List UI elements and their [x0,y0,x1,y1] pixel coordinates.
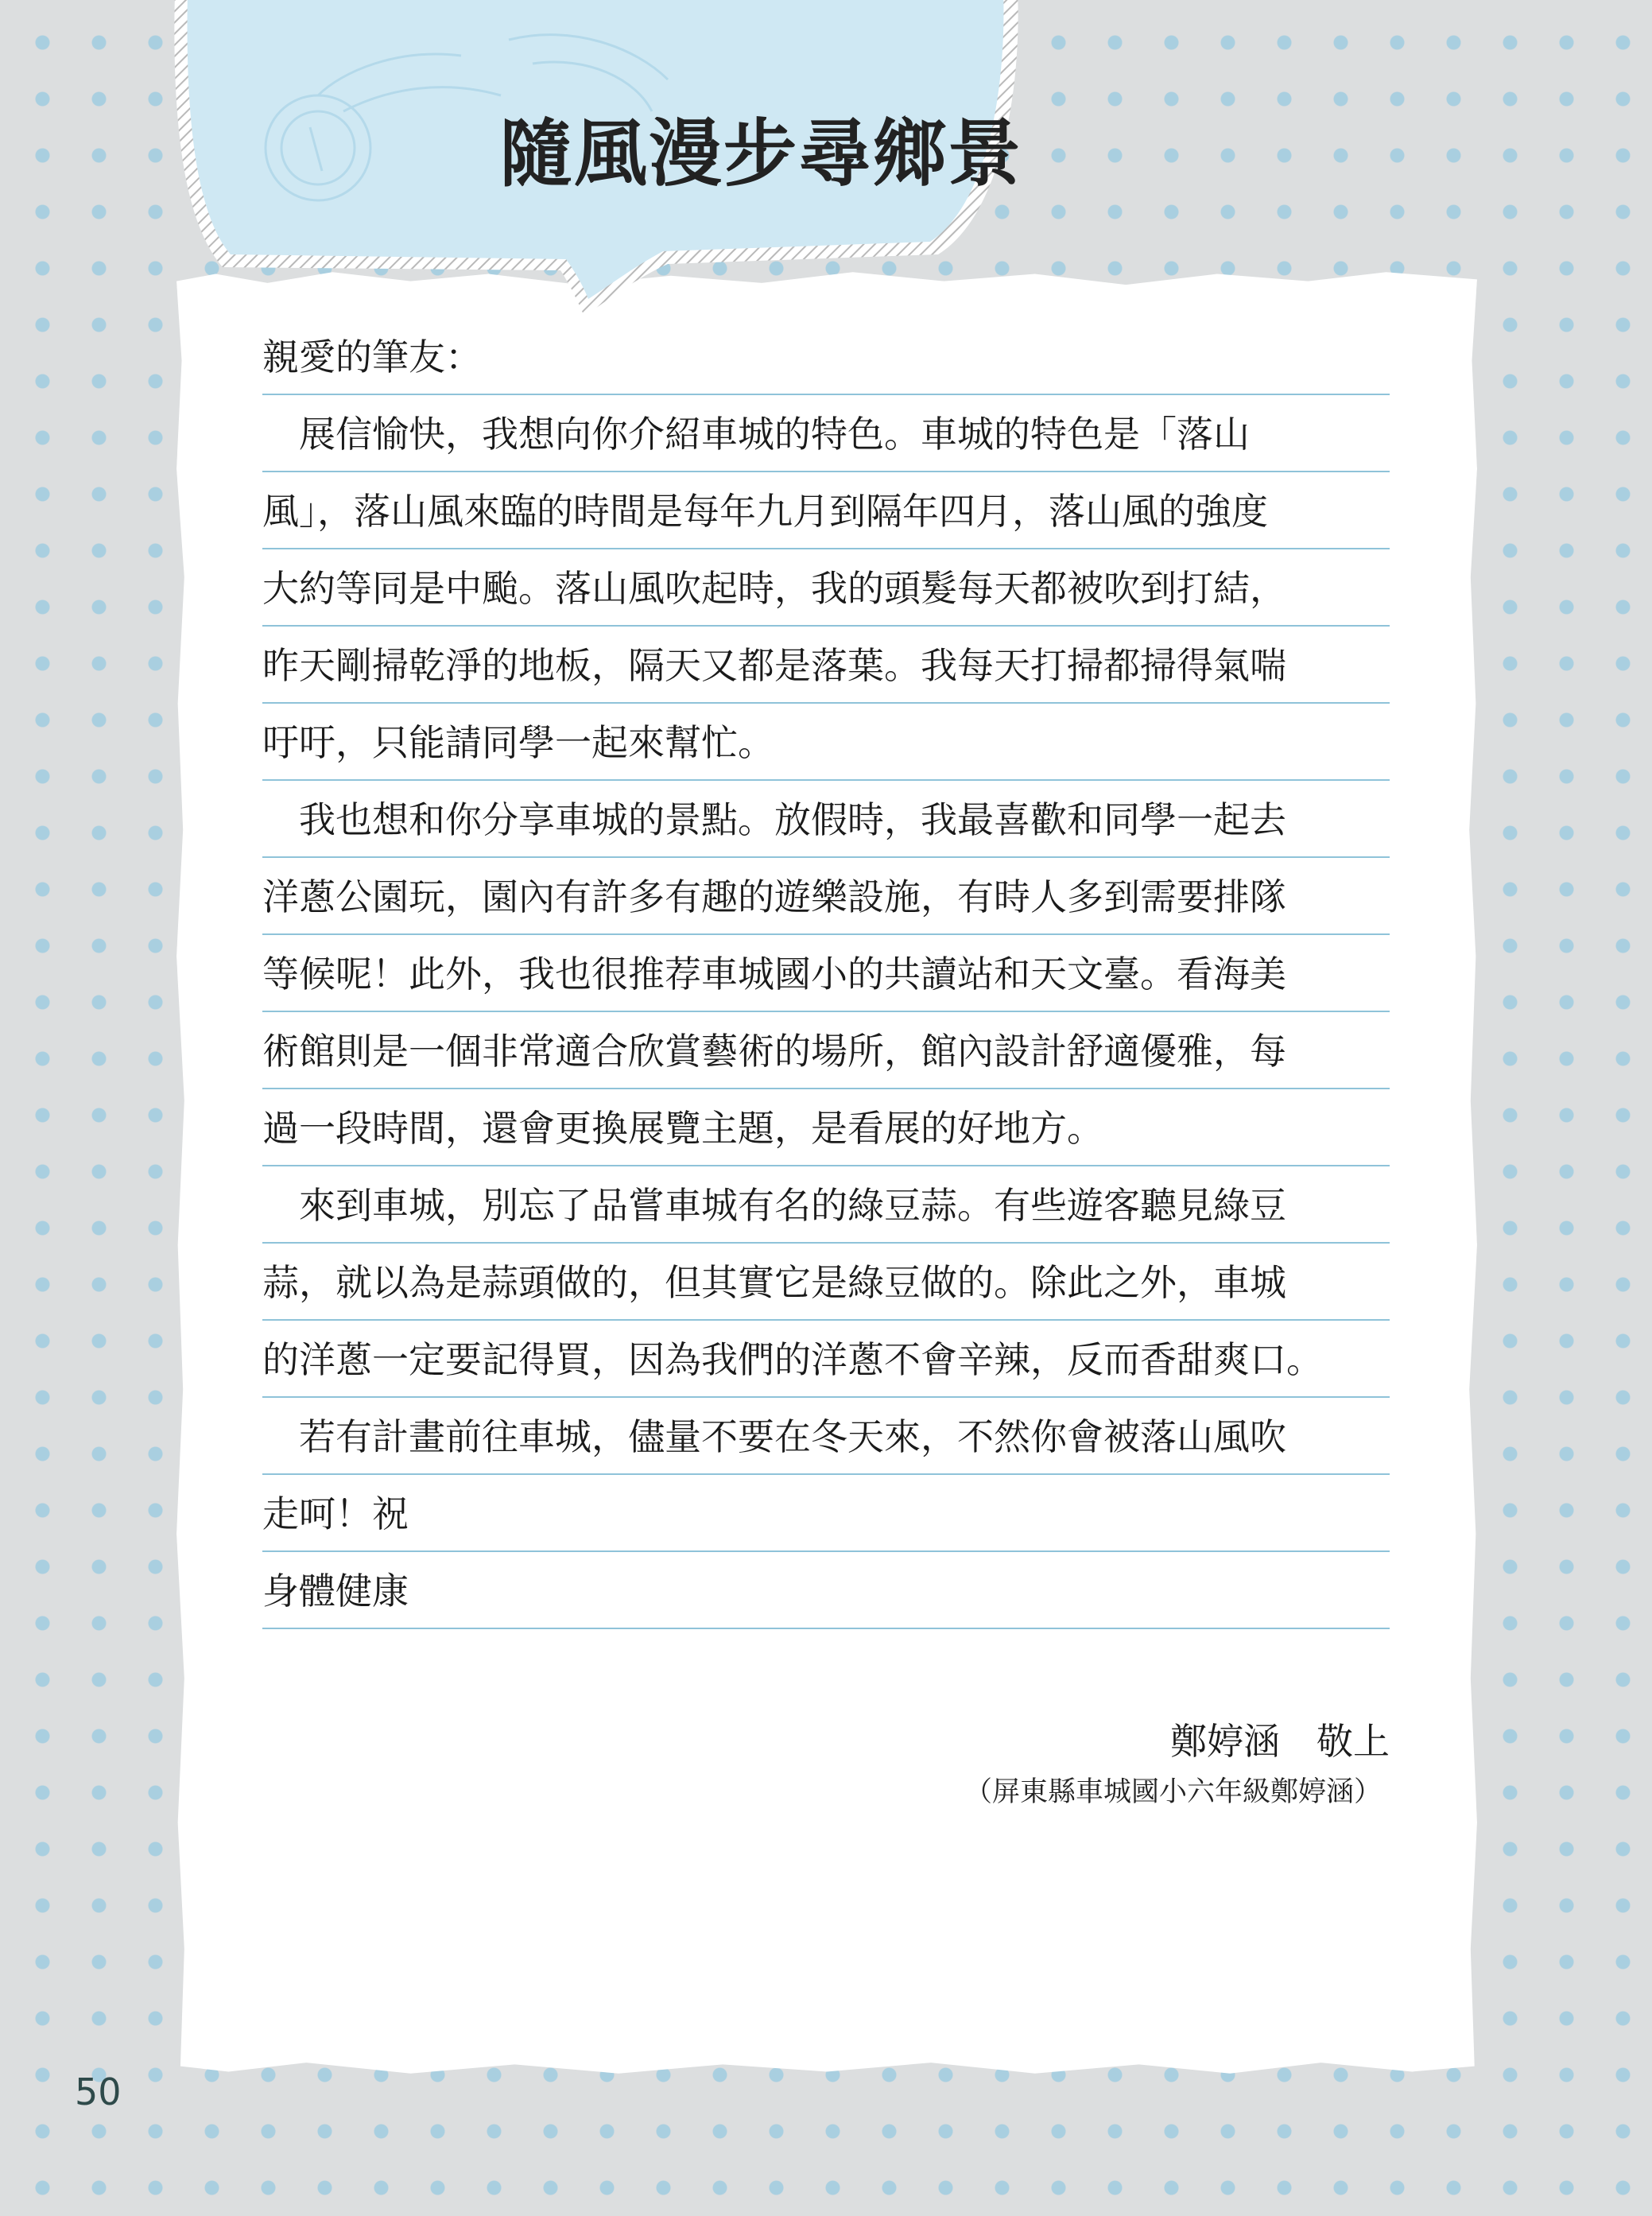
letter-line: 吁吁，只能請同學一起來幫忙。 [262,704,1390,781]
letter-line: 來到車城，別忘了品嘗車城有名的綠豆蒜。有些遊客聽見綠豆 [262,1166,1390,1244]
letter-line: 昨天剛掃乾淨的地板，隔天又都是落葉。我每天打掃都掃得氣喘 [262,627,1390,704]
page-title: 隨風漫步尋鄉景 [499,111,1023,196]
letter-signature: 鄭婷涵 敬上 [1170,1720,1390,1763]
letter-line-closing: 身體健康 [262,1552,1390,1629]
author-source-note: （屏東縣車城國小六年級鄭婷涵） [964,1776,1382,1808]
letter-line: 蒜，就以為是蒜頭做的，但其實它是綠豆做的。除此之外，車城 [262,1244,1390,1321]
letter-line: 我也想和你分享車城的景點。放假時，我最喜歡和同學一起去 [262,781,1390,858]
letter-line: 大約等同是中颱。落山風吹起時，我的頭髮每天都被吹到打結， [262,549,1390,627]
title-speech-bubble [159,0,1026,318]
letter-line: 洋蔥公園玩，園內有許多有趣的遊樂設施，有時人多到需要排隊 [262,858,1390,935]
letter-line: 過一段時間，還會更換展覽主題，是看展的好地方。 [262,1089,1390,1166]
letter-line: 等候呢！此外，我也很推荐車城國小的共讀站和天文臺。看海美 [262,935,1390,1012]
letter-line: 若有計畫前往車城，儘量不要在冬天來，不然你會被落山風吹 [262,1398,1390,1475]
letter-line: 展信愉快，我想向你介紹車城的特色。車城的特色是「落山 [262,395,1390,472]
letter-line-greeting: 親愛的筆友： [262,318,1390,395]
letter-line: 風」，落山風來臨的時間是每年九月到隔年四月，落山風的強度 [262,472,1390,549]
letter-line: 術館則是一個非常適合欣賞藝術的場所，館內設計舒適優雅，每 [262,1012,1390,1089]
letter-body [262,318,1390,1629]
letter-line: 的洋蔥一定要記得買，因為我們的洋蔥不會辛辣，反而香甜爽口。 [262,1321,1390,1398]
letter-line: 走呵！祝 [262,1475,1390,1552]
page-number: 50 [75,2070,122,2113]
